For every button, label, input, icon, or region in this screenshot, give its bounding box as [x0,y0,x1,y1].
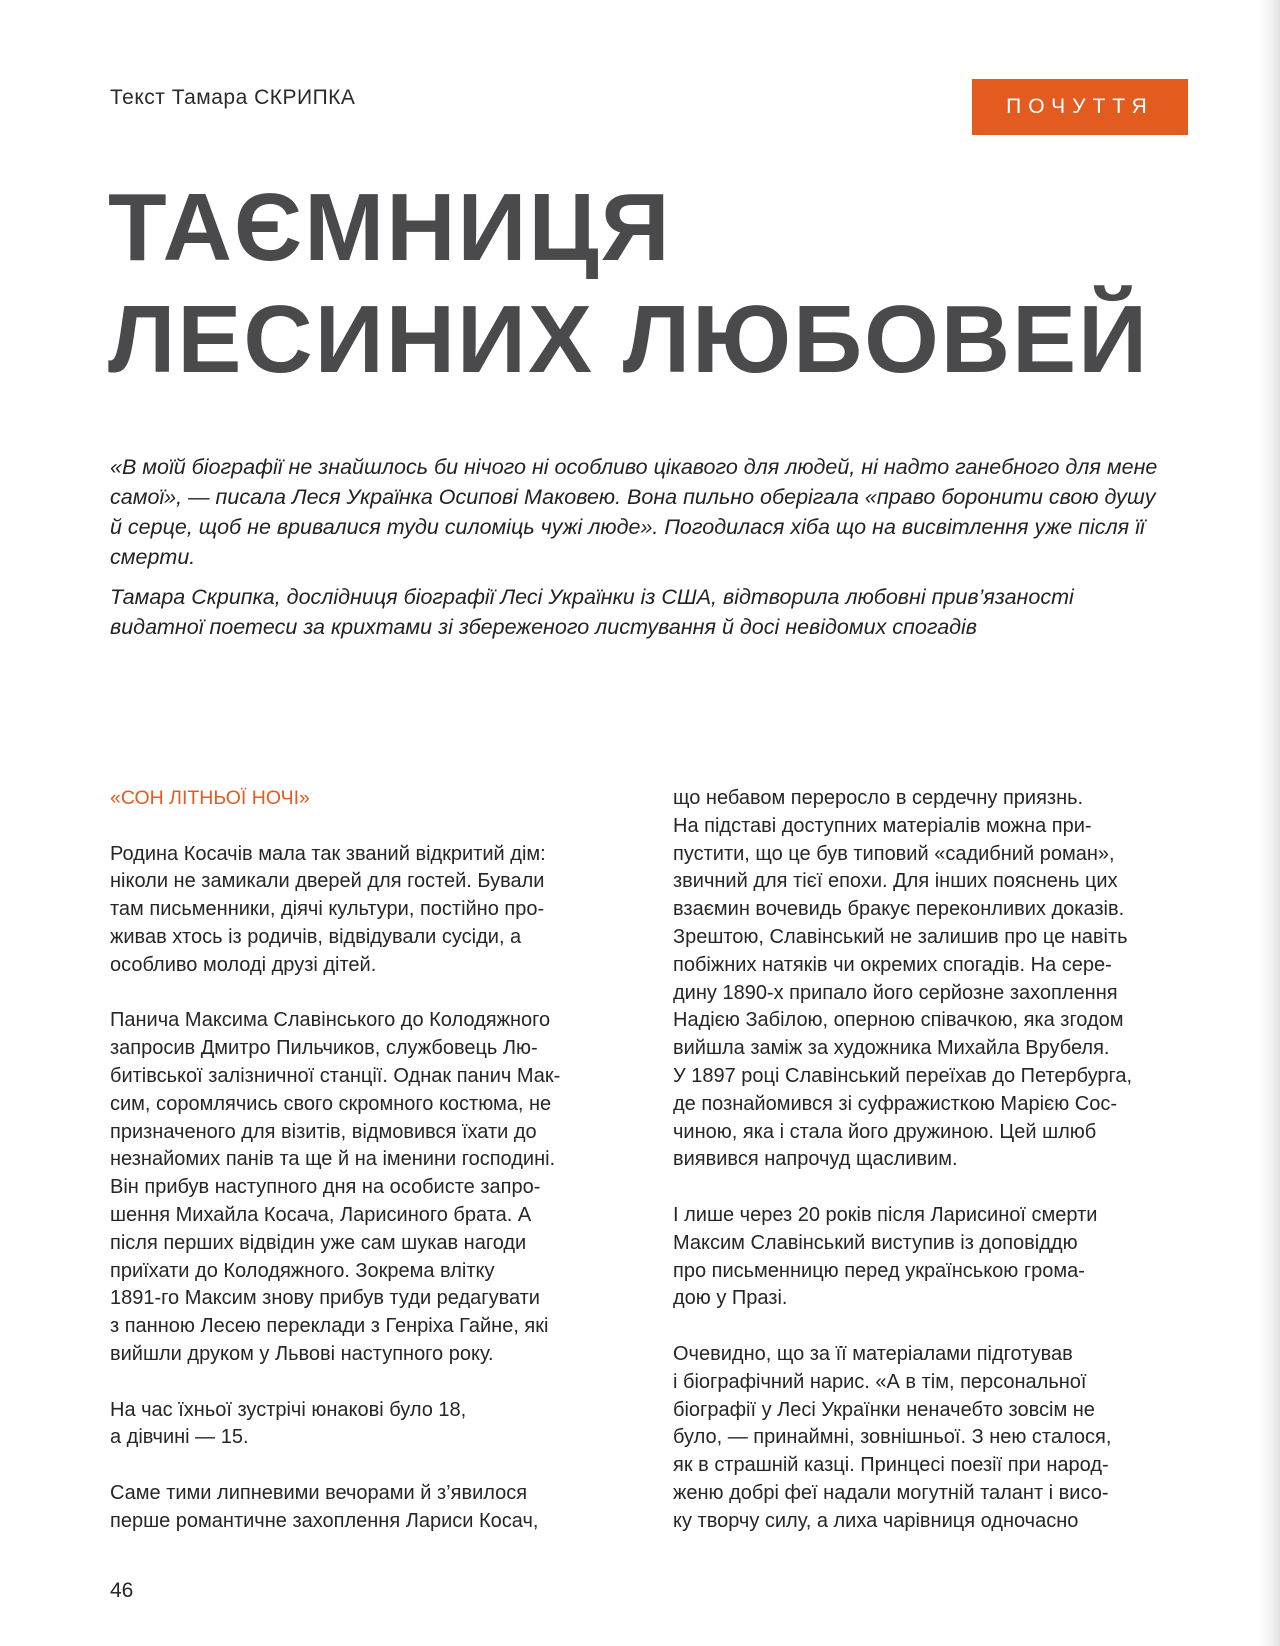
page-number: 46 [110,1579,134,1602]
text-line: На підставі доступних матеріалів можна при- [673,814,1092,837]
rubric-badge: ПОЧУТТЯ [972,79,1188,135]
text-line: після перших відвідин уже сам шукав нагоди [110,1231,527,1254]
text-line: там письменники, діячі культури, постійно про- [110,898,545,921]
body-paragraph [110,841,600,980]
body-paragraph [673,785,1163,1174]
text-line: незнайомих панів та ще й на іменини господині. [110,1148,556,1171]
text-line: Саме тими липневими вечорами й з’явилося [110,1481,528,1504]
text-line: призначеного для візитів, відмовився їхати до [110,1120,537,1143]
headline-line-2: ЛЕСИНИХ ЛЮБОВЕЙ [108,286,1150,393]
text-line: і біографічний нарис. «А в тім, персональної [673,1370,1087,1393]
article-headline [108,172,1149,396]
text-line: женю добрі феї надали могутній талант і висо- [673,1481,1109,1504]
text-line: особливо молоді друзі дітей. [110,953,377,976]
text-line: побіжних натяків чи окремих спогадів. На сере- [673,953,1112,976]
body-paragraph [110,1480,600,1536]
text-line: а дівчині — 15. [110,1426,249,1449]
body-paragraph [110,1397,600,1453]
text-line: вийшли друком у Львові наступного року. [110,1342,494,1365]
body-paragraph [673,1341,1163,1536]
text-line: ніколи не замикали дверей для гостей. Бували [110,870,545,893]
text-line: 1891-го Максим знову прибув туди редагувати [110,1287,540,1310]
text-line: дину 1890-х припало його серйозне захоплення [673,981,1118,1004]
section-title: «СОН ЛІТНЬОЇ НОЧІ» [110,787,310,809]
text-line: Він прибув наступного дня на особисте запро- [110,1176,541,1199]
body-paragraph [673,1202,1163,1313]
text-line: виявився напрочуд щасливим. [673,1148,958,1171]
text-line: Зрештою, Славінський не залишив про це навіть [673,925,1128,948]
page-edge-shadow [1258,0,1280,1646]
text-line: як в страшній казці. Принцесі поезії при народ- [673,1454,1109,1477]
text-line: Панича Максима Славінського до Колодяжного [110,1009,551,1032]
text-line: запросив Дмитро Пильчиков, службовець Лю- [110,1037,538,1060]
text-line: сим, соромлячись свого скромного костюма, не [110,1092,552,1115]
text-line: ку творчу силу, а лиха чарівниця одночасно [673,1509,1079,1532]
text-line: Очевидно, що за її матеріалами підготував [673,1342,1073,1365]
body-paragraph [110,1007,600,1368]
text-line: звичний для тієї епохи. Для інших пояснень цих [673,870,1118,893]
text-line: було, — принаймні, зовнішньої. З нею сталося, [673,1426,1112,1449]
right-column [673,785,1163,1563]
text-line: що небавом переросло в сердечну приязнь. [673,787,1084,809]
text-line: чиною, яка і стала його дружиною. Цей шлюб [673,1120,1097,1143]
text-line: І лише через 20 років після Ларисиної смерти [673,1203,1098,1226]
text-line: Максим Славінський виступив із доповіддю [673,1231,1078,1254]
headline-line-1: ТАЄМНИЦЯ [108,174,672,281]
article-lead [110,452,1160,652]
text-line: перше романтичне захоплення Лариси Косач, [110,1509,539,1532]
text-line: з панною Лесею переклади з Генріха Гайне, які [110,1315,549,1338]
text-line: дою у Празі. [673,1287,788,1310]
text-line: де познайомився зі суфражисткою Марією Сос- [673,1092,1117,1115]
text-line: шення Михайла Косача, Ларисиного брата. А [110,1203,532,1226]
text-line: пустити, що це був типовий «садибний роман», [673,842,1115,865]
text-line: На час їхньої зустрічі юнакові було 18, [110,1398,467,1421]
text-line: Надією Забілою, оперною співачкою, яка згодом [673,1009,1124,1032]
text-line: про письменницю перед українською грома- [673,1259,1085,1282]
text-line: біографії у Лесі Українки неначебто зовсім не [673,1398,1095,1421]
text-line: битівської залізничної станції. Однак панич Мак- [110,1064,561,1087]
lead-summary: Тамара Скрипка, дослідниця біографії Лесі Українки із США, відтворила любовні прив’язаності видатної поетеси за крихтами зі збереженого листування й досі невідомих спогадів [110,585,1074,639]
text-line: Родина Косачів мала так званий відкритий дім: [110,842,546,865]
text-line: приїхати до Колодяжного. Зокрема влітку [110,1259,495,1282]
left-column [110,785,600,1563]
text-line: У 1897 році Славінський переїхав до Петербурга, [673,1064,1133,1087]
text-line: вийшла заміж за художника Михайла Врубеля. [673,1037,1110,1060]
text-line: взаємин вочевидь бракує переконливих доказів. [673,898,1125,921]
lead-quote: «В моїй біографії не знайшлось би нічого ні особливо цікавого для людей, ні надто ганебного для мене самої», — писала Леся Українка Осипові Маковею. Вона пильно оберігала «право боронити свою душу й серце, щоб не вривалися туди силоміць чужі люде». Погодилася хіба що на висвітлення уже після її смерти. [110,455,1158,569]
text-line: живав хтось із родичів, відвідували сусіди, а [110,925,522,948]
author-byline: Текст Тамара СКРИПКА [110,86,356,109]
